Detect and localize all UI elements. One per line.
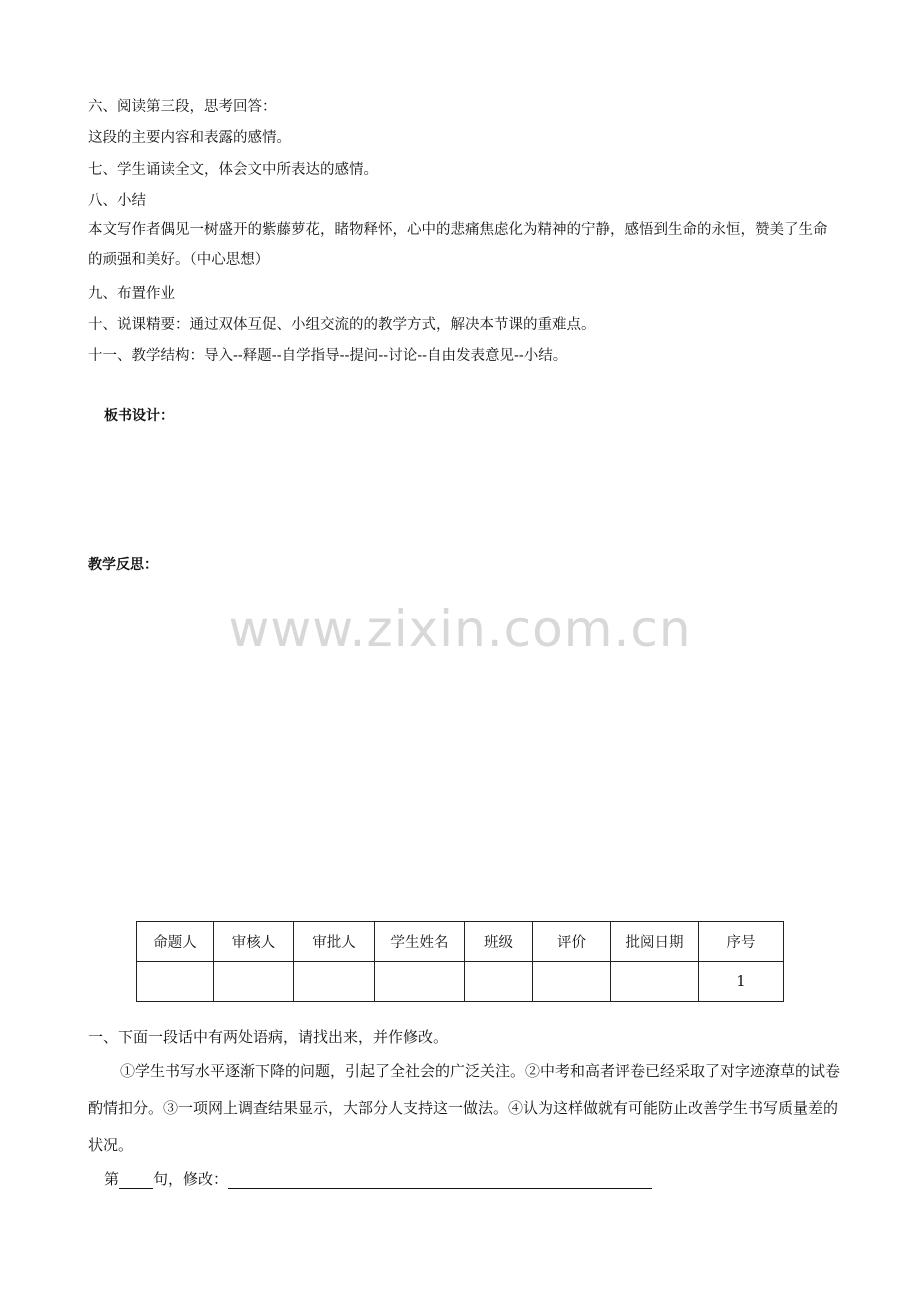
table-cell[interactable] — [214, 962, 294, 1002]
watermark: www.zixin.com.cn — [228, 600, 692, 658]
header-cell: 审批人 — [294, 922, 375, 962]
teaching-reflection-label: 教学反思： — [88, 557, 158, 573]
section-six-detail: 这段的主要内容和表露的感情。 — [88, 130, 291, 146]
sentence-number-blank[interactable] — [119, 1172, 153, 1189]
correction-blank[interactable] — [228, 1172, 652, 1189]
section-ten: 十、说课精要：通过双体互促、小组交流的的教学方式，解决本节课的重难点。 — [88, 317, 596, 333]
section-eight: 八、小结 — [88, 193, 146, 209]
header-cell: 命题人 — [137, 922, 214, 962]
header-cell: 评价 — [533, 922, 611, 962]
header-cell: 序号 — [699, 922, 784, 962]
table-cell-serial: 1 — [699, 962, 784, 1002]
board-design-label: 板书设计： — [104, 408, 174, 424]
info-table — [136, 921, 784, 1002]
header-cell: 批阅日期 — [611, 922, 699, 962]
question-body-text: ①学生书写水平逐渐下降的问题，引起了全社会的广泛关注。②中考和高者评卷已经采取了对字迹潦草的试卷酌情扣分。③一项网上调查结果显示，大部分人支持这一做法。④认为这样做就有可能防止改善学生书写质量差的状况。 — [88, 1062, 841, 1154]
section-seven: 七、学生诵读全文，体会文中所表达的感情。 — [88, 162, 378, 178]
header-cell: 班级 — [465, 922, 533, 962]
section-nine: 九、布置作业 — [88, 286, 175, 302]
table-cell[interactable] — [611, 962, 699, 1002]
table-cell[interactable] — [375, 962, 465, 1002]
summary-paragraph: 本文写作者偶见一树盛开的紫藤萝花，睹物释怀，心中的悲痛焦虑化为精神的宁静，感悟到生命的永恒，赞美了生命的顽强和美好。（中心思想） — [88, 222, 828, 268]
header-cell: 学生姓名 — [375, 922, 465, 962]
table-cell[interactable] — [137, 962, 214, 1002]
header-cell: 审核人 — [214, 922, 294, 962]
answer-fill-line — [104, 1168, 652, 1189]
table-row — [137, 962, 784, 1002]
fill-prefix: 第 — [104, 1170, 120, 1188]
table-cell[interactable] — [294, 962, 375, 1002]
fill-mid: 句，修改： — [153, 1170, 229, 1188]
table-cell[interactable] — [533, 962, 611, 1002]
section-six: 六、阅读第三段，思考回答： — [88, 99, 277, 115]
section-eleven: 十一、教学结构：导入--释题--自学指导--提问--讨论--自由发表意见--小结。 — [88, 348, 568, 364]
table-header-row — [137, 922, 784, 962]
question-body — [88, 1053, 840, 1164]
question-title: 一、下面一段话中有两处语病，请找出来，并作修改。 — [88, 1028, 449, 1046]
table-cell[interactable] — [465, 962, 533, 1002]
